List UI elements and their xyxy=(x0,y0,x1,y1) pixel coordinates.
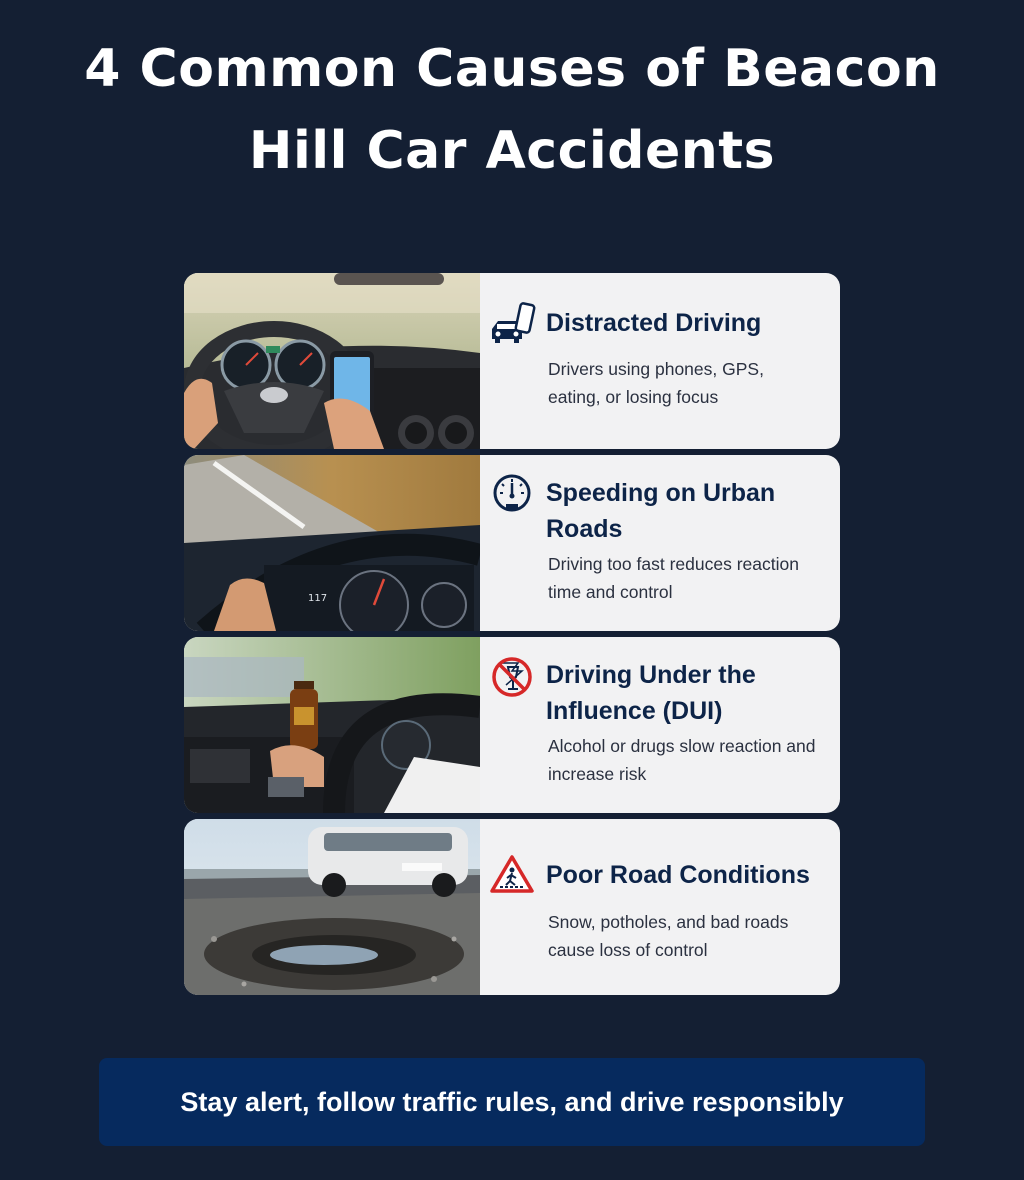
no-drinking-icon xyxy=(488,653,536,701)
distracted-driving-heading: Distracted Driving xyxy=(546,309,762,337)
distracted-driving-description: Drivers using phones, GPS, eating, or losing focus xyxy=(548,359,764,407)
phone-car-icon xyxy=(488,301,536,349)
dui-heading: Driving Under the Influence (DUI) xyxy=(546,661,756,725)
cause-card-road-conditions xyxy=(184,819,840,995)
cause-card-distracted-driving xyxy=(184,273,840,449)
dui-description: Alcohol or drugs slow reaction and increase risk xyxy=(548,736,816,784)
road-conditions-photo xyxy=(184,819,480,995)
road-conditions-description: Snow, potholes, and bad roads cause loss of control xyxy=(548,912,789,960)
speeding-heading: Speeding on Urban Roads xyxy=(546,479,776,543)
page-title: 4 Common Causes of Beacon Hill Car Accidents xyxy=(84,39,940,181)
speeding-description: Driving too fast reduces reaction time and control xyxy=(548,554,799,602)
cause-card-dui xyxy=(184,637,840,813)
speeding-photo xyxy=(184,455,480,631)
speedometer-icon xyxy=(488,471,536,519)
cause-card-speeding xyxy=(184,455,840,631)
safety-banner-text: Stay alert, follow traffic rules, and drive responsibly xyxy=(180,1086,844,1117)
safety-banner xyxy=(99,1058,925,1146)
road-conditions-heading: Poor Road Conditions xyxy=(546,861,810,889)
distracted-driving-photo xyxy=(184,273,480,449)
dui-photo xyxy=(184,637,480,813)
speedometer-readout: 117 xyxy=(308,593,328,604)
road-warning-icon xyxy=(488,851,536,899)
